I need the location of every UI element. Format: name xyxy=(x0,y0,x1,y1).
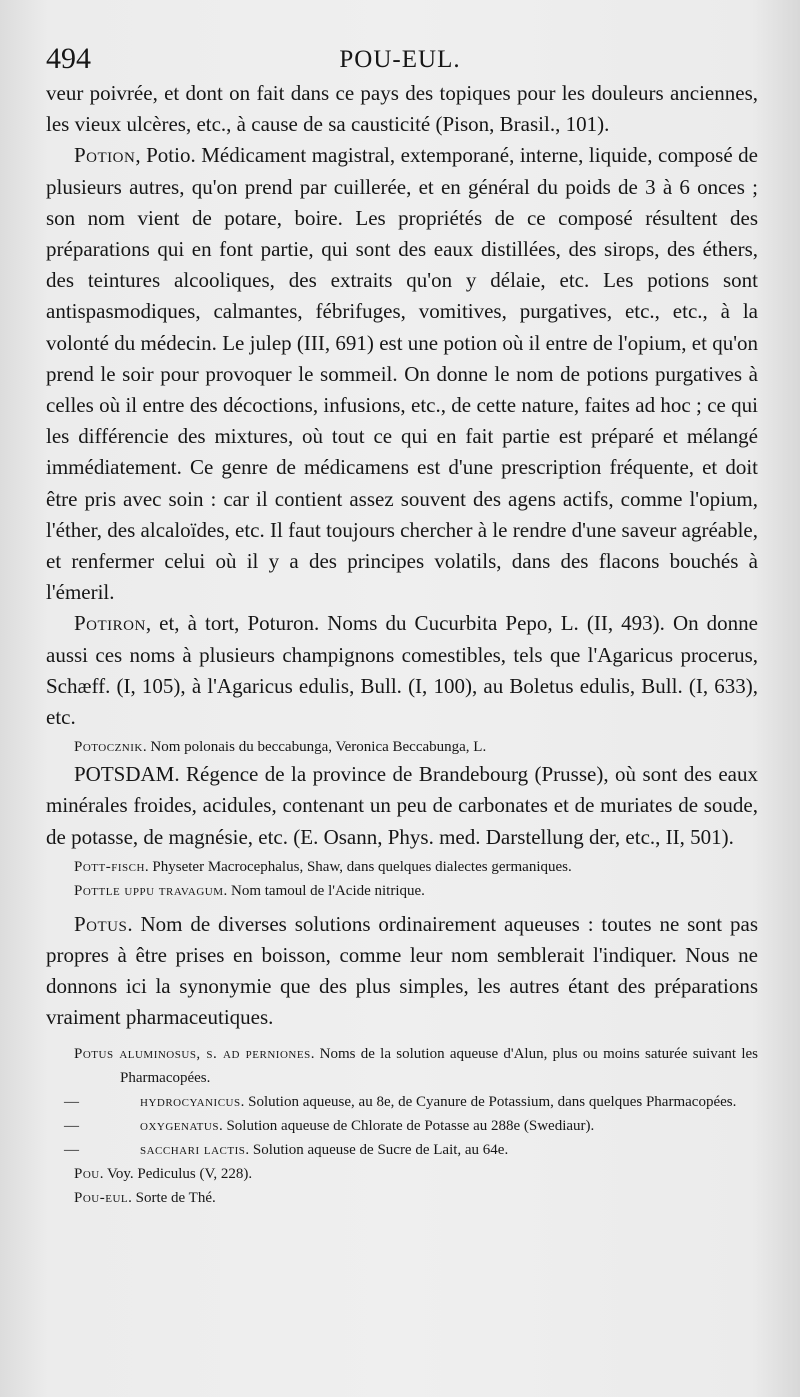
entry-pott-fisch xyxy=(46,855,758,879)
em-dash: — xyxy=(64,1141,79,1158)
entry-potus xyxy=(46,909,758,1034)
entry-body: . Nom tamoul de l'Acide nitrique. xyxy=(223,882,425,899)
entry-head: Potocznik xyxy=(74,739,143,756)
entry-continuation: veur poivrée, et dont on fait dans ce pays des topiques pour les douleurs anciennes, les vieux ulcères, etc., à cause de sa causticité (Pison, Brasil., 101). xyxy=(46,81,758,137)
entry-body: . Nom de diverses solutions ordinairement aqueuses : toutes ne sont pas propres à être prises en boisson, comme leur nom semblerait l'indiquer. Nous ne donnons ici la synonymie que des plus simples, les autres étant des préparations vraiment pharmaceutiques. xyxy=(46,911,758,1030)
em-dash: — xyxy=(64,1117,79,1134)
entry-potocznik xyxy=(46,735,758,759)
subentry-hydrocyanicus: — hydrocyanicus. Solution aqueuse, au 8e, de Cyanure de Potassium, dans quelques Pharmacopées. xyxy=(46,1090,758,1114)
entry-head: Potiron xyxy=(74,611,146,636)
entry-body: , Potio. Médicament magistral, extemporané, interne, liquide, composé de plusieurs autres, qu'on prend par cuillerée, et en général du poids de 3 à 6 onces ; son nom vient de potare, boire. Les propriétés de ce composé résultent des préparations qui en font partie, qui sont des eaux distillées, des sirops, des éthers, des teintures alcooliques, des extraits qu'on y délaie, etc. Les potions sont antispasmodiques, calmantes, fébrifuges, vomitives, purgatives, etc., etc., à la volonté du médecin. Le julep (III, 691) est une potion où il entre de l'opium, et qu'on prend le soir pour provoquer le sommeil. On donne le nom de potions purgatives à celles où il entre des décoctions, infusions, etc., de cette nature, faites ad hoc ; ce qui les différencie des mixtures, où tout ce qui en fait partie est préparé et mélangé immédiatement. Ce genre de médicamens est d'une prescription fréquente, et doit être pris avec soin : car il contient assez souvent des agens actifs, comme l'opium, l'éther, des alcaloïdes, etc. Il faut toujours chercher à le rendre d'une saveur agréable, et renfermer celui où il y a des principes volatils, dans des flacons bouchés à l'émeril. xyxy=(46,143,758,605)
entry-potiron xyxy=(46,608,758,733)
running-head: POU-EUL. xyxy=(339,46,461,73)
entry-head: Pott-fisch xyxy=(74,858,145,875)
entry-head: Potion xyxy=(74,143,136,168)
entry-head: Pottle uppu travagum xyxy=(74,882,224,899)
entry-head: POTSDAM xyxy=(74,762,175,787)
potus-subentries xyxy=(46,1042,758,1210)
entry-body: . Physeter Macrocephalus, Shaw, dans quelques dialectes germaniques. xyxy=(144,858,572,875)
subentry-oxygenatus: — oxygenatus. Solution aqueuse de Chlorate de Potasse au 288e (Swediaur). xyxy=(46,1114,758,1138)
entry-potsdam xyxy=(46,759,758,853)
entry-body: , et, à tort, Poturon. Noms du Cucurbita Pepo, L. (II, 493). On donne aussi ces noms à plusieurs champignons comestibles, tels que l'Agaricus procerus, Schæff. (I, 105), à l'Agaricus edulis, Bull. (I, 100), au Boletus edulis, Bull. (I, 633), etc. xyxy=(46,611,758,730)
entry-potion xyxy=(46,140,758,608)
body-text xyxy=(46,78,758,1210)
subentry-aluminosus: Potus aluminosus, s. ad perniones. Noms de la solution aqueuse d'Alun, plus ou moins saturée suivant les Pharmacopées. xyxy=(74,1045,758,1086)
subentry-sacchari-lactis: — sacchari lactis. Solution aqueuse de Sucre de Lait, au 64e. xyxy=(46,1138,758,1162)
entry-pou-eul: Pou-eul. Sorte de Thé. xyxy=(74,1189,216,1206)
page-number: 494 xyxy=(46,42,91,75)
entry-pou: Pou. Voy. Pediculus (V, 228). xyxy=(74,1165,253,1182)
entry-pottle xyxy=(46,879,758,903)
entry-head: Potus xyxy=(74,911,128,936)
entry-body: . Nom polonais du beccabunga, Veronica Beccabunga, L. xyxy=(142,739,487,756)
entry-body: . Régence de la province de Brandebourg (Prusse), où sont des eaux minérales froides, acidules, contenant un peu de carbonates et de muriates de soude, de potasse, de magnésie, etc. (E. Osann, Phys. med. Darstellung der, etc., II, 501). xyxy=(46,762,758,849)
em-dash: — xyxy=(64,1093,79,1110)
